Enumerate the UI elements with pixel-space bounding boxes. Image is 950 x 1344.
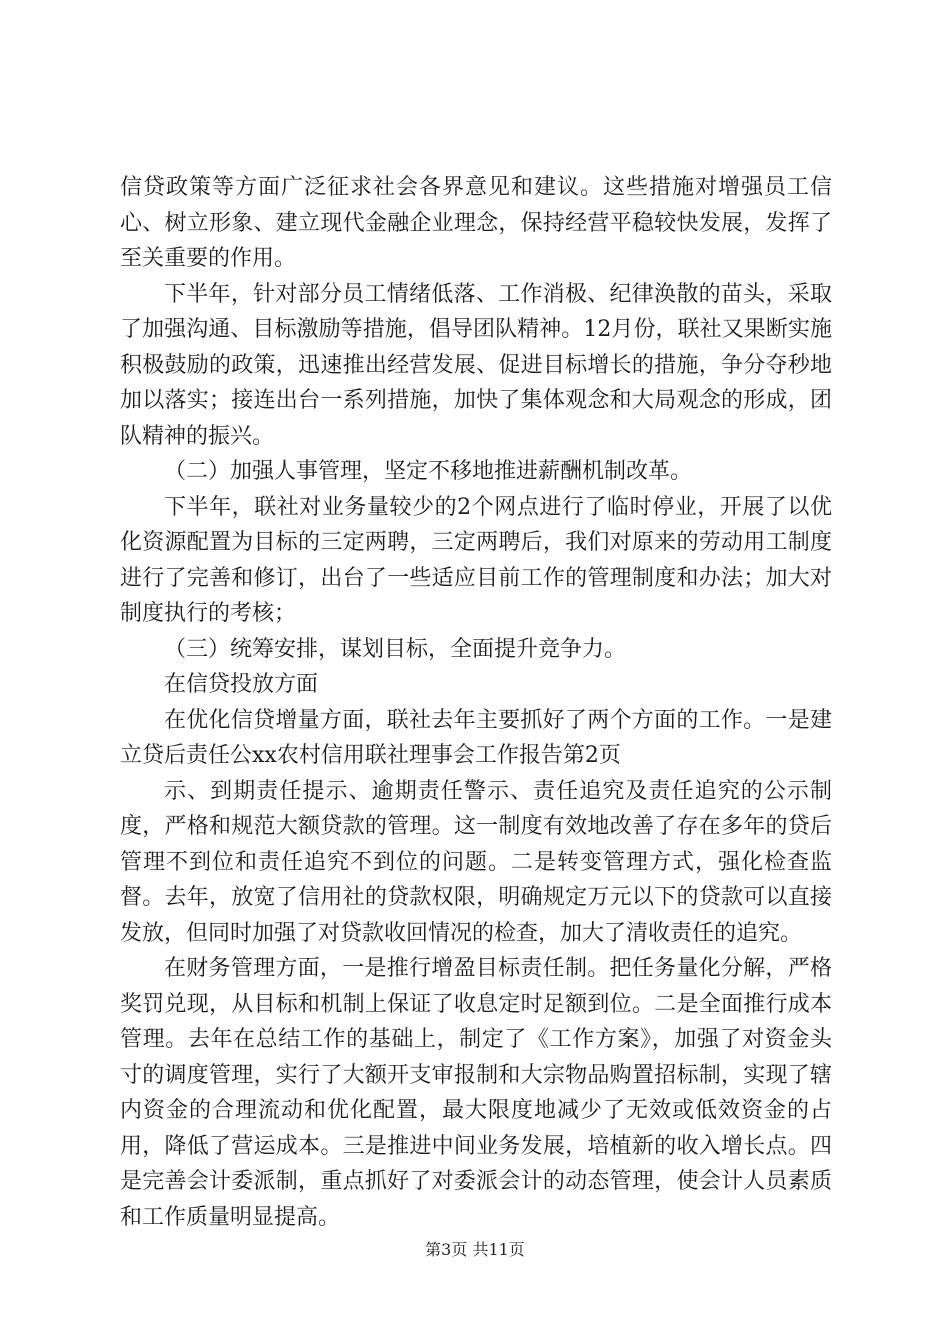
paragraph: 信贷政策等方面广泛征求社会各界意见和建议。这些措施对增强员工信心、树立形象、建立现代金融企业理念，保持经营平稳较快发展，发挥了至关重要的作用。 [120, 175, 832, 271]
paragraph: 示、到期责任提示、逾期责任警示、责任追究及责任追究的公示制度，严格和规范大额贷款的管理。这一制度有效地改善了存在多年的贷后管理不到位和责任追究不到位的问题。二是转变管理方式，强化检查监督。去年，放宽了信用社的贷款权限，明确规定万元以下的贷款可以直接发放，但同时加强了对贷款收回情况的检查，加大了清收责任的追究。 [120, 778, 832, 946]
paragraph: 下半年，联社对业务量较少的2个网点进行了临时停业，开展了以优化资源配置为目标的三定两聘，三定两聘后，我们对原来的劳动用工制度进行了完善和修订，出台了一些适应目前工作的管理制度和办法；加大对制度执行的考核； [120, 494, 832, 626]
document-body [120, 170, 832, 1235]
section-heading: （二）加强人事管理，坚定不移地推进薪酬机制改革。 [164, 459, 693, 484]
paragraph: 在财务管理方面，一是推行增盈目标责任制。把任务量化分解，严格奖罚兑现，从目标和机制上保证了收息定时足额到位。二是全面推行成本管理。去年在总结工作的基础上，制定了《工作方案》，加强了对资金头寸的调度管理，实行了大额开支审报制和大宗物品购置招标制，实现了辖内资金的合理流动和优化配置，最大限度地减少了无效或低效资金的占用，降低了营运成本。三是推进中间业务发展，培植新的收入增长点。四是完善会计委派制，重点抓好了对委派会计的动态管理，使会计人员素质和工作质量明显提高。 [120, 956, 832, 1230]
section-heading: （三）统筹安排，谋划目标，全面提升竞争力。 [164, 636, 627, 662]
paragraph: 在优化信贷增量方面，联社去年主要抓好了两个方面的工作。一是建立贷后责任公xx农村信用联社理事会工作报告第2页 [120, 707, 832, 768]
page-footer: 第3页 共11页 [425, 1240, 525, 1259]
subheading: 在信贷投放方面 [164, 672, 319, 697]
paragraph: 下半年，针对部分员工情绪低落、工作消极、纪律涣散的苗头，采取了加强沟通、目标激励等措施，倡导团队精神。12月份，联社又果断实施积极鼓励的政策，迅速推出经营发展、促进目标增长的措施，争分夺秒地加以落实；接连出台一系列措施，加快了集体观念和大局观念的形成，团队精神的振兴。 [120, 281, 832, 449]
